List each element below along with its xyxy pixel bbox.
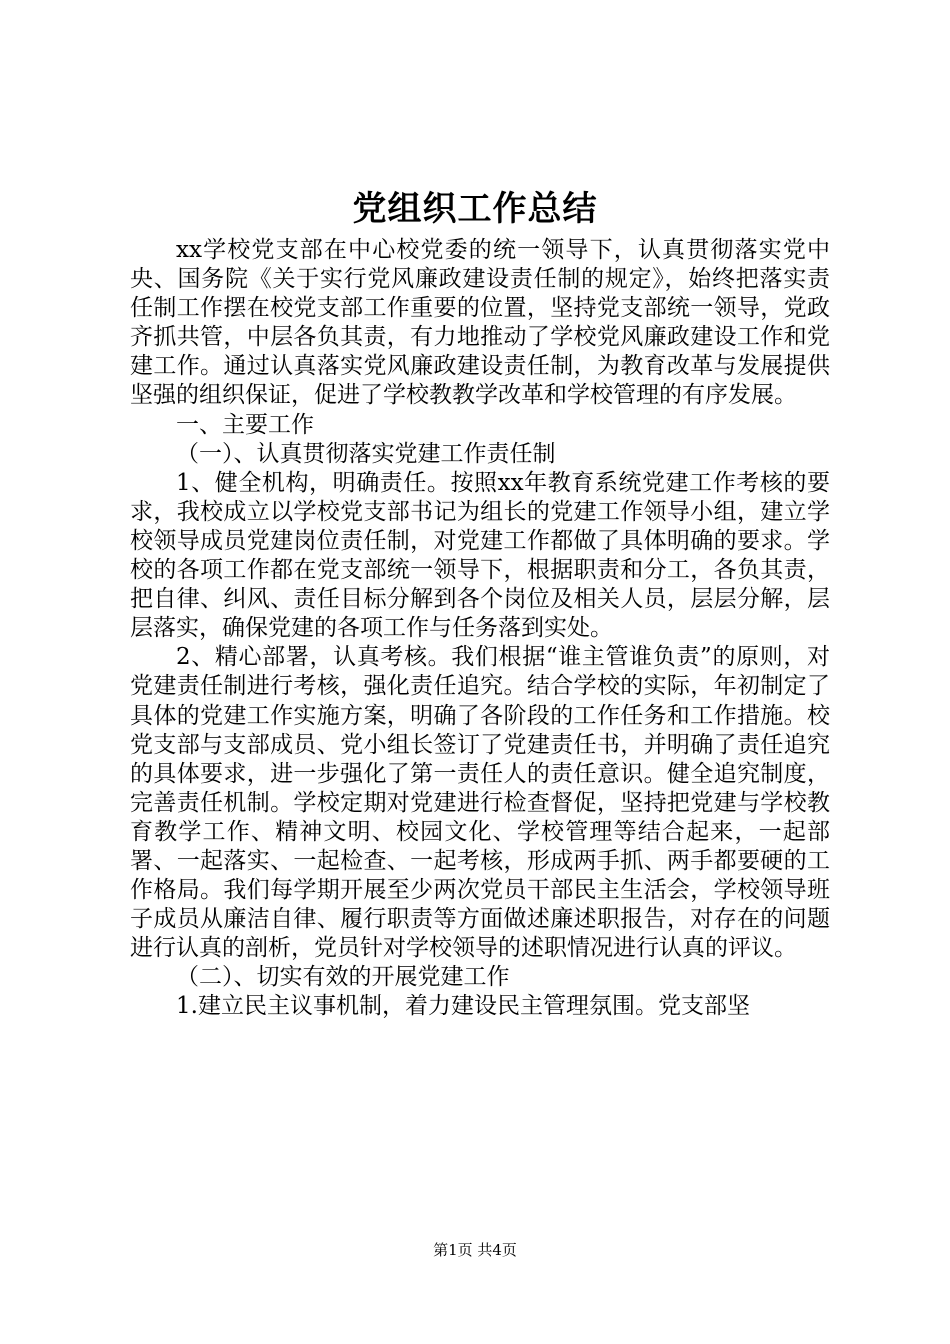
paragraph-item-3: 1.建立民主议事机制，着力建设民主管理氛围。党支部坚 xyxy=(176,993,750,1020)
subheading-section-1: （一）、认真贯彻落实党建工作责任制 xyxy=(176,440,556,467)
paragraph-item-1: 1、健全机构，明确责任。按照xx年教育系统党建工作考核的要求，我校成立以学校党支部书记为组长的党建工作领导小组，建立学校领导成员党建岗位责任制，对党建工作都做了具体明确的要求。学校的各项工作都在党支部统一领导下，根据职责和分工，各负其责，把自律、纠风、责任目标分解到各个岗位及相关人员，层层分解，层层落实，确保党建的各项工作与任务落到实处。 xyxy=(130,469,830,642)
document-title: 党组织工作总结 xyxy=(352,189,598,229)
paragraph-item-2: 2、精心部署，认真考核。我们根据“谁主管谁负责”的原则，对党建责任制进行考核，强化责任追究。结合学校的实际，年初制定了具体的党建工作实施方案，明确了各阶段的工作任务和工作措施。校党支部与支部成员、党小组长签订了党建责任书，并明确了责任追究的具体要求，进一步强化了第一责任人的责任意识。健全追究制度，完善责任机制。学校定期对党建进行检查督促，坚持把党建与学校教育教学工作、精神文明、校园文化、学校管理等结合起来，一起部署、一起落实、一起检查、一起考核，形成两手抓、两手都要硬的工作格局。我们每学期开展至少两次党员干部民主生活会，学校领导班子成员从廉洁自律、履行职责等方面做述廉述职报告，对存在的问题进行认真的剖析，党员针对学校领导的述职情况进行认真的评议。 xyxy=(130,644,830,962)
document-body xyxy=(130,236,830,1022)
subheading-section-2: （二）、切实有效的开展党建工作 xyxy=(176,964,510,991)
paragraph-intro: xx学校党支部在中心校党委的统一领导下，认真贯彻落实党中央、国务院《关于实行党风廉政建设责任制的规定》，始终把落实责任制工作摆在校党支部工作重要的位置，坚持党支部统一领导，党政齐抓共管，中层各负其责，有力地推动了学校党风廉政建设工作和党建工作。通过认真落实党风廉政建设责任制，为教育改革与发展提供坚强的组织保证，促进了学校教教学改革和学校管理的有序发展。 xyxy=(130,237,830,409)
page-footer: 第1页 共4页 xyxy=(433,1241,517,1259)
heading-main-work: 一、主要工作 xyxy=(176,411,314,438)
